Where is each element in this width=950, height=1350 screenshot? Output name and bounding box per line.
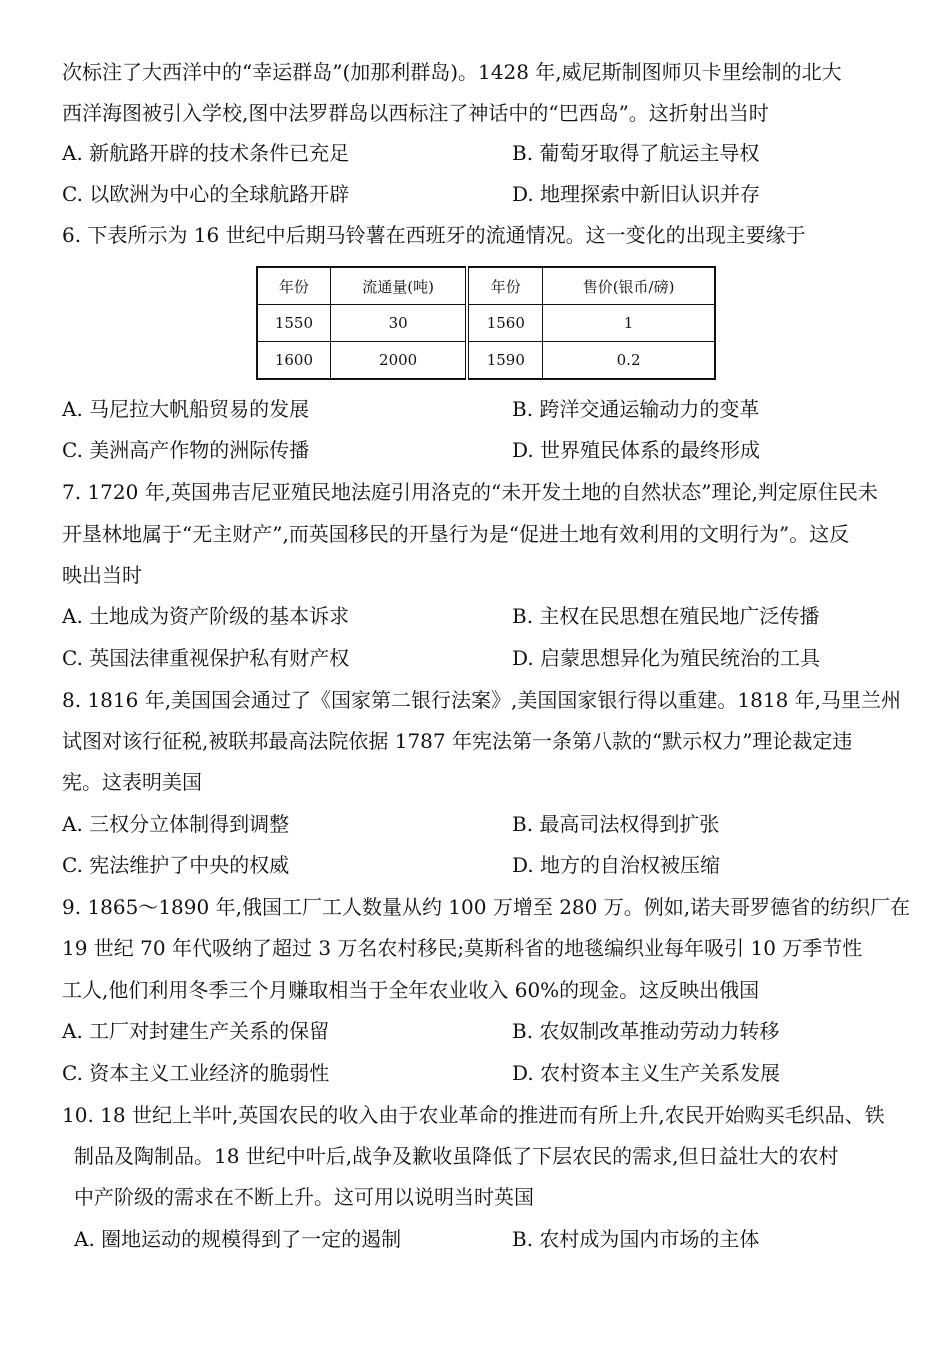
q9-stem-line-1: 9. 1865～1890 年,俄国工厂工人数量从约 100 万增至 280 万。例如,诺夫哥罗德省的纺织厂在 [62,895,911,919]
table-cell: 1 [543,305,715,342]
q10-stem-line-3: 中产阶级的需求在不断上升。这可用以说明当时英国 [74,1185,534,1209]
q7-option-a[interactable]: A. 土地成为资产阶级的基本诉求 [62,604,350,628]
q8-option-b[interactable]: B. 最高司法权得到扩张 [512,812,720,836]
table-header-cell: 年份 [257,267,330,305]
q10-stem-line-2: 制品及陶制品。18 世纪中叶后,战争及歉收虽降低了下层农民的需求,但日益壮大的农村 [74,1144,839,1168]
table-header-cell: 售价(银币/磅) [543,267,715,305]
table-cell: 1550 [257,305,330,342]
q9-stem-line-2: 19 世纪 70 年代吸纳了超过 3 万名农村移民;莫斯科省的地毯编织业每年吸引 10 万季节性 [62,936,863,960]
q8-option-c[interactable]: C. 宪法维护了中央的权威 [62,853,290,877]
q5-stem-line-1: 次标注了大西洋中的“幸运群岛”(加那利群岛)。1428 年,威尼斯制图师贝卡里绘制的北大 [62,60,842,84]
table-cell: 30 [330,305,467,342]
q6-option-d[interactable]: D. 世界殖民体系的最终形成 [512,438,761,462]
q9-option-d[interactable]: D. 农村资本主义生产关系发展 [512,1061,781,1085]
q6-option-a[interactable]: A. 马尼拉大帆船贸易的发展 [62,397,310,421]
q5-option-d[interactable]: D. 地理探索中新旧认识并存 [512,182,761,206]
q10-stem-line-1: 10. 18 世纪上半叶,英国农民的收入由于农业革命的推进而有所上升,农民开始购买毛织品、铁 [62,1103,885,1127]
table-cell: 1600 [257,342,330,380]
q6-option-c[interactable]: C. 美洲高产作物的洲际传播 [62,438,310,462]
q6-stem: 6. 下表所示为 16 世纪中后期马铃薯在西班牙的流通情况。这一变化的出现主要缘于 [62,223,806,247]
q8-stem-line-3: 宪。这表明美国 [62,770,202,794]
table-header-cell: 年份 [467,267,542,305]
q7-stem-line-1: 7. 1720 年,英国弗吉尼亚殖民地法庭引用洛克的“未开发土地的自然状态”理论,判定原住民未 [62,480,878,504]
q8-stem-line-2: 试图对该行征税,被联邦最高法院依据 1787 年宪法第一条第八款的“默示权力”理论裁定违 [62,729,853,753]
table-cell: 0.2 [543,342,715,380]
q5-option-c[interactable]: C. 以欧洲为中心的全球航路开辟 [62,182,350,206]
q7-option-b[interactable]: B. 主权在民思想在殖民地广泛传播 [512,604,820,628]
q9-option-a[interactable]: A. 工厂对封建生产关系的保留 [62,1019,330,1043]
q7-option-c[interactable]: C. 英国法律重视保护私有财产权 [62,646,350,670]
q9-stem-line-3: 工人,他们利用冬季三个月赚取相当于全年农业收入 60%的现金。这反映出俄国 [62,978,760,1002]
q5-stem-line-2: 西洋海图被引入学校,图中法罗群岛以西标注了神话中的“巴西岛”。这折射出当时 [62,101,769,125]
q5-option-a[interactable]: A. 新航路开辟的技术条件已充足 [62,141,350,165]
table-cell: 2000 [330,342,467,380]
table-cell: 1560 [467,305,542,342]
q9-option-b[interactable]: B. 农奴制改革推动劳动力转移 [512,1019,780,1043]
q8-option-a[interactable]: A. 三权分立体制得到调整 [62,812,290,836]
q5-option-b[interactable]: B. 葡萄牙取得了航运主导权 [512,141,760,165]
table-row [257,342,715,380]
table-header-row [257,267,715,305]
q9-option-c[interactable]: C. 资本主义工业经济的脆弱性 [62,1061,330,1085]
table-row [257,305,715,342]
q7-stem-line-2: 开垦林地属于“无主财产”,而英国移民的开垦行为是“促进土地有效利用的文明行为”。这反 [62,522,850,546]
table-cell: 1590 [467,342,542,380]
table-header-cell: 流通量(吨) [330,267,467,305]
q8-stem-line-1: 8. 1816 年,美国国会通过了《国家第二银行法案》,美国国家银行得以重建。1818 年,马里兰州 [62,688,902,712]
q7-option-d[interactable]: D. 启蒙思想异化为殖民统治的工具 [512,646,821,670]
q8-option-d[interactable]: D. 地方的自治权被压缩 [512,853,721,877]
q10-option-b[interactable]: B. 农村成为国内市场的主体 [512,1227,760,1251]
q7-stem-line-3: 映出当时 [62,563,142,587]
q6-option-b[interactable]: B. 跨洋交通运输动力的变革 [512,397,760,421]
q10-option-a[interactable]: A. 圈地运动的规模得到了一定的遏制 [74,1227,402,1251]
q6-potato-table [256,266,716,380]
